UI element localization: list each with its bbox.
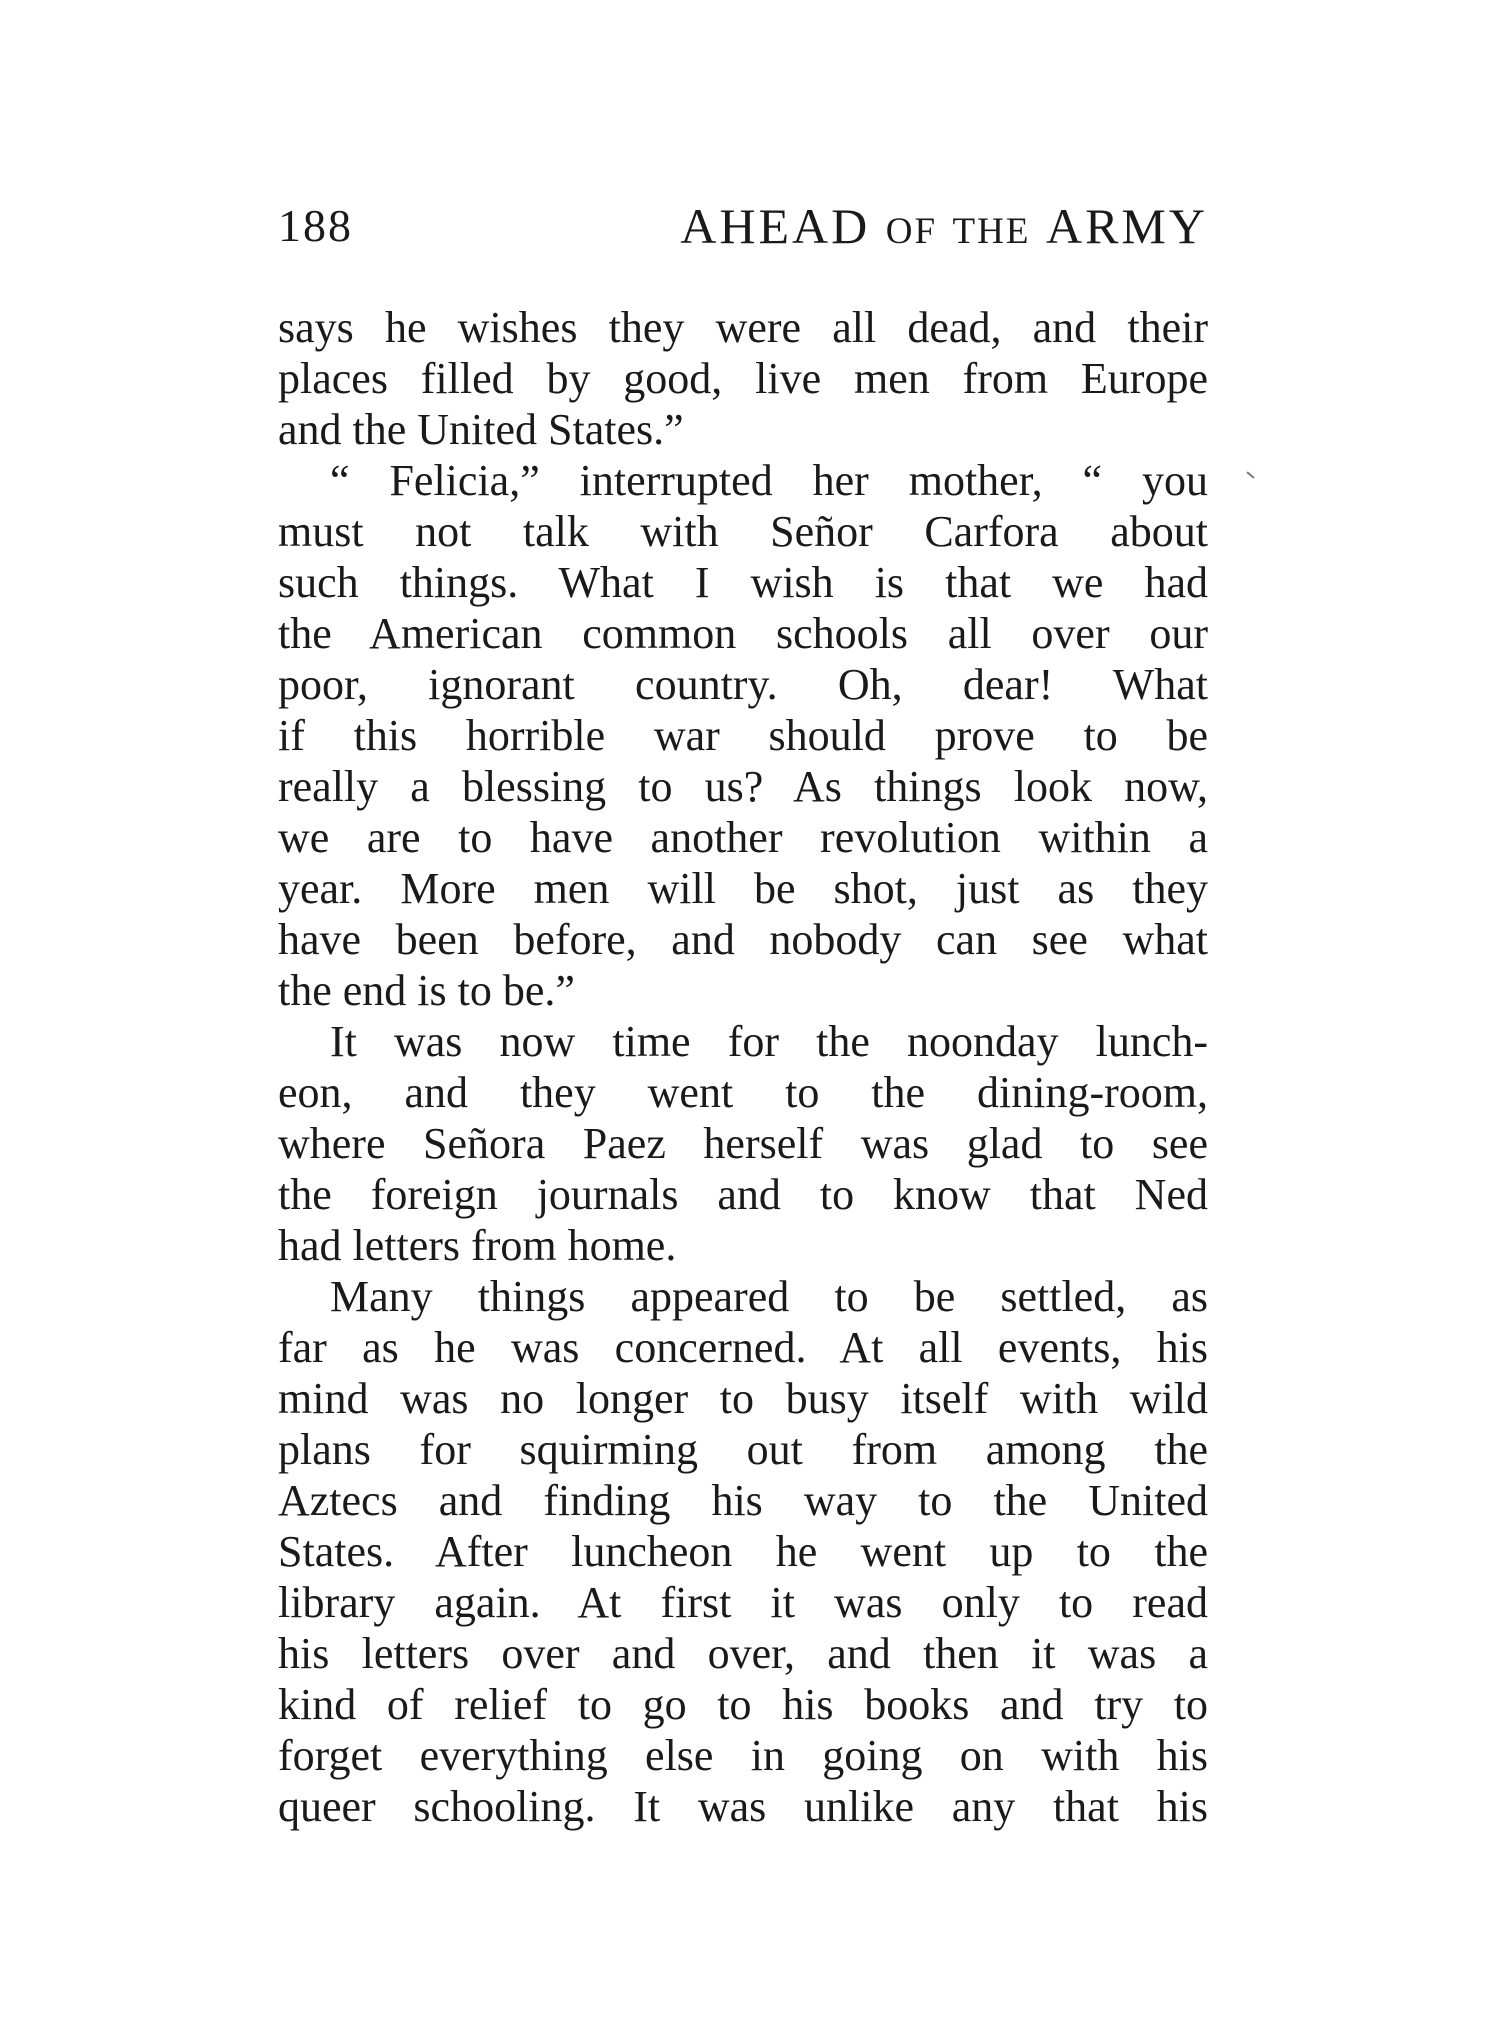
- text-line: had letters from home.: [278, 1221, 677, 1270]
- text-line: Aztecs and finding his way to the United: [278, 1476, 1208, 1525]
- text-line: queer schooling. It was unlike any that his: [278, 1782, 1208, 1831]
- text-line: library again. At first it was only to read: [278, 1578, 1208, 1627]
- text-line: year. More men will be shot, just as they: [278, 864, 1208, 913]
- running-head: [680, 196, 1208, 262]
- text-line: States. After luncheon he went up to the: [278, 1527, 1208, 1576]
- text-line: and the United States.”: [278, 405, 684, 454]
- running-head-word-ahead: AHEAD: [680, 198, 871, 254]
- text-line: if this horrible war should prove to be: [278, 711, 1208, 760]
- running-head-word-army: ARMY: [1045, 198, 1208, 254]
- text-line: poor, ignorant country. Oh, dear! What: [278, 660, 1208, 709]
- text-line: the American common schools all over our: [278, 609, 1208, 658]
- page-number: 188: [278, 200, 353, 251]
- text-line: have been before, and nobody can see what: [278, 915, 1208, 964]
- text-line: the foreign journals and to know that Ned: [278, 1170, 1208, 1219]
- running-head-word-the: THE: [952, 211, 1031, 252]
- text-line: Many things appeared to be settled, as: [330, 1272, 1208, 1321]
- text-line: such things. What I wish is that we had: [278, 558, 1208, 607]
- text-line: where Señora Paez herself was glad to see: [278, 1119, 1208, 1168]
- text-line: we are to have another revolution within a: [278, 813, 1208, 862]
- text-line: mind was no longer to busy itself with wild: [278, 1374, 1208, 1423]
- text-line: far as he was concerned. At all events, his: [278, 1323, 1208, 1372]
- text-line: kind of relief to go to his books and try to: [278, 1680, 1208, 1729]
- text-line: really a blessing to us? As things look now,: [278, 762, 1208, 811]
- body-text: [278, 302, 1208, 1832]
- print-speck: [1246, 471, 1254, 478]
- text-line: “ Felicia,” interrupted her mother, “ you: [330, 456, 1208, 505]
- text-line: his letters over and over, and then it was a: [278, 1629, 1208, 1678]
- running-head-word-of: OF: [885, 211, 938, 252]
- text-line: plans for squirming out from among the: [278, 1425, 1208, 1474]
- page-header: [278, 196, 1208, 256]
- text-line: the end is to be.”: [278, 966, 575, 1015]
- text-line: must not talk with Señor Carfora about: [278, 507, 1208, 556]
- text-line: says he wishes they were all dead, and their: [278, 303, 1208, 352]
- text-line: eon, and they went to the dining-room,: [278, 1068, 1208, 1117]
- text-line: places filled by good, live men from Europe: [278, 354, 1208, 403]
- text-line: forget everything else in going on with his: [278, 1731, 1208, 1780]
- text-line: It was now time for the noonday lunch-: [330, 1017, 1208, 1066]
